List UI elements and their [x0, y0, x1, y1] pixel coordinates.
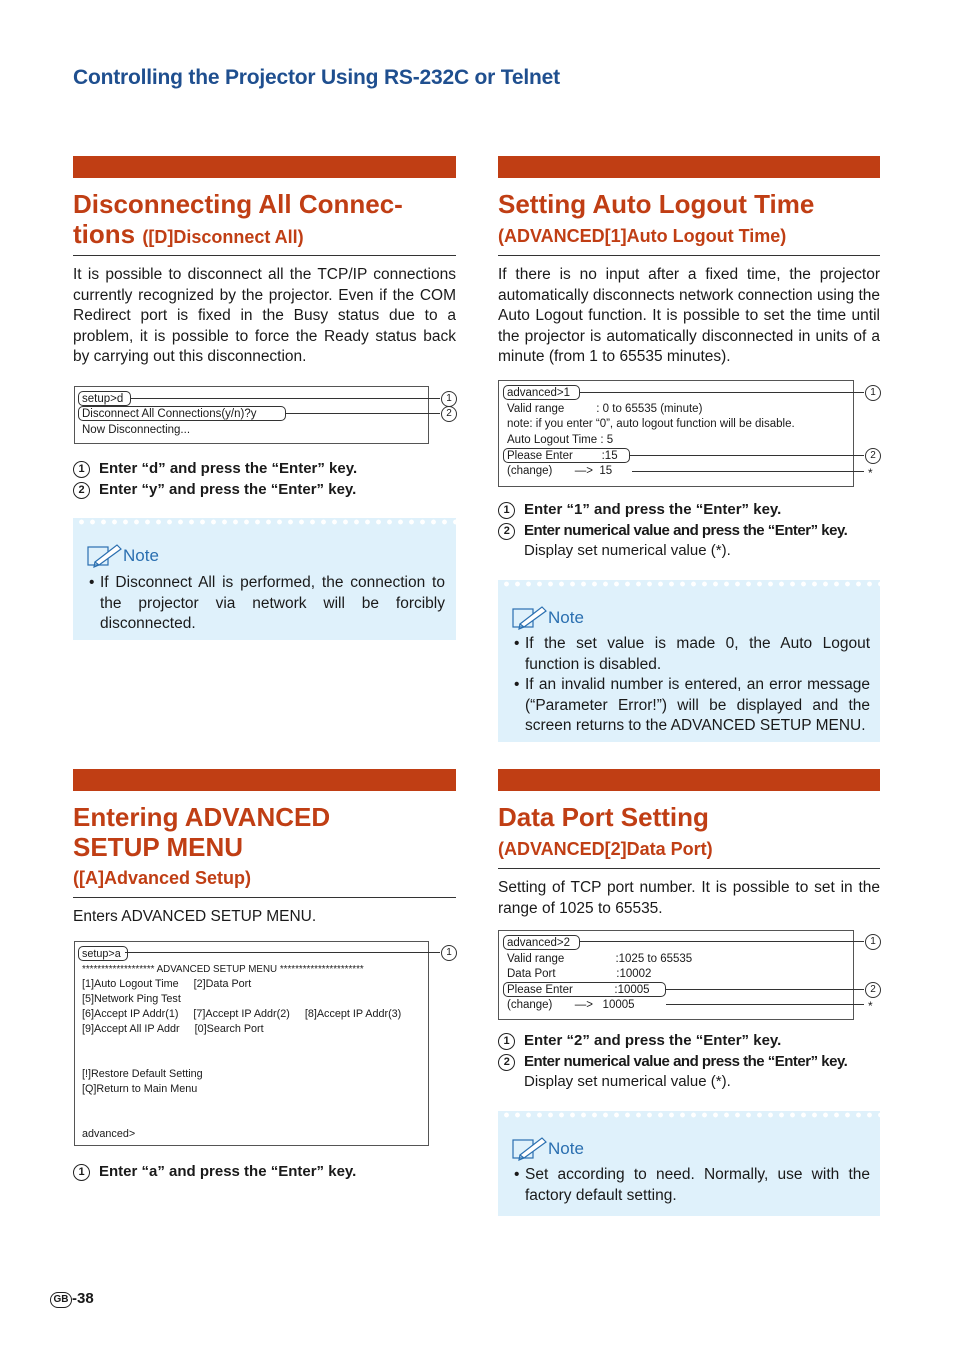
terminal-screen [74, 941, 429, 1146]
terminal-line: Please Enter :10005 [507, 984, 650, 996]
callout-number: 1 [865, 934, 881, 950]
body-text: It is possible to disconnect all the TCP/IP connections currently recognized by the projector. Even if the COM Redirect port is fixed in the Busy status due to a problem, it is possible to force the Ready status back by carrying out this disconnection. [73, 266, 456, 365]
callout-star: * [868, 466, 873, 480]
section-title-advanced: Entering ADVANCED SETUP MENU [73, 802, 331, 862]
callout-number: 1 [865, 385, 881, 401]
section-subtitle: (ADVANCED[1]Auto Logout Time) [498, 226, 787, 246]
section-subtitle: ([A]Advanced Setup) [73, 868, 252, 888]
callout-line [632, 471, 864, 472]
terminal-line: [6]Accept IP Addr(1) [7]Accept IP Addr(2) [8]Accept IP Addr(3) [82, 1008, 402, 1020]
page-number: GB -38 [50, 1290, 94, 1308]
section-title-autologout: Setting Auto Logout Time [498, 189, 815, 219]
terminal-line: setup>a [82, 948, 121, 960]
highlight-box [503, 448, 630, 463]
terminal-line: [1]Auto Logout Time [2]Data Port [82, 978, 252, 990]
note-heading: Note [512, 1135, 584, 1161]
section-bar [73, 156, 456, 178]
note-box [498, 1111, 880, 1216]
callout-line [579, 392, 864, 393]
terminal-line: Valid range :1025 to 65535 [507, 953, 693, 965]
region-badge: GB [50, 1292, 72, 1308]
step-list [498, 500, 888, 562]
note-box [498, 580, 880, 742]
terminal-line: ******************* ADVANCED SETUP MENU ********************** [82, 964, 364, 975]
step-item: 1 Enter “1” and press the “Enter” key. [498, 500, 888, 521]
callout-line [125, 952, 440, 953]
note-list [89, 573, 445, 635]
terminal-screen [498, 930, 854, 1020]
terminal-line: Valid range : 0 to 65535 (minute) [507, 403, 703, 415]
terminal-line: advanced>2 [507, 937, 570, 949]
highlight-box [78, 946, 128, 961]
section-rule [73, 255, 456, 256]
dot-border [498, 580, 880, 588]
step-detail: Display set numerical value (*). [524, 542, 731, 559]
terminal-line: Auto Logout Time : 5 [507, 434, 614, 446]
callout-number: 2 [865, 982, 881, 998]
callout-line [130, 398, 440, 399]
note-heading: Note [87, 542, 159, 568]
terminal-line: Please Enter :15 [507, 450, 618, 462]
terminal-line: note: if you enter “0”, auto logout function will be disable. [507, 418, 795, 430]
section-title-disconnect: Disconnecting All Connec- tions ([D]Disconnect All) [73, 189, 403, 249]
terminal-line: (change) —> 15 [507, 465, 613, 477]
section-bar [498, 156, 880, 178]
callout-line [665, 989, 864, 990]
step-item: 2 Enter “y” and press the “Enter” key. [73, 480, 463, 501]
highlight-box [503, 982, 666, 997]
terminal-line: Disconnect All Connections(y/n)?y [82, 408, 257, 420]
note-item: • If the set value is made 0, the Auto Logout function is disabled. [514, 634, 870, 675]
callout-line [285, 413, 440, 414]
section-bar [498, 769, 880, 791]
section-bar [73, 769, 456, 791]
body-text: If there is no input after a fixed time, the projector automatically disconnects network connection using the Auto Logout function. It is possible to set the time until the projector is automatically disconnected in units of a minute (from 1 to 65535 minutes). [498, 266, 880, 365]
callout-number: 1 [441, 945, 457, 961]
highlight-box [78, 406, 286, 421]
highlight-box [503, 385, 580, 400]
step-item: 1 Enter “a” and press the “Enter” key. [73, 1162, 463, 1183]
step-list [73, 459, 463, 500]
note-box [73, 518, 456, 640]
step-detail: Display set numerical value (*). [524, 1073, 731, 1090]
highlight-box [503, 935, 580, 950]
callout-number: 1 [441, 391, 457, 407]
step-list [498, 1031, 888, 1093]
note-item: • If Disconnect All is performed, the connection to the projector via network will be forcibly disconnected. [89, 573, 445, 635]
step-item: 2 Enter numerical value and press the “Enter” key. [498, 1052, 888, 1073]
pencil-icon [87, 542, 123, 568]
terminal-line: advanced> [82, 1128, 136, 1140]
step-item: 2 Enter numerical value and press the “Enter” key. [498, 521, 888, 542]
callout-line [579, 941, 864, 942]
step-item: 1 Enter “d” and press the “Enter” key. [73, 459, 463, 480]
terminal-line: (change) —> 10005 [507, 999, 635, 1011]
callout-line [629, 455, 864, 456]
section-subtitle: (ADVANCED[2]Data Port) [498, 839, 713, 859]
section-rule [498, 868, 880, 869]
section-rule [498, 255, 880, 256]
terminal-line: [Q]Return to Main Menu [82, 1083, 198, 1095]
note-list [514, 634, 870, 737]
body-text: Setting of TCP port number. It is possible to set in the range of 1025 to 65535. [498, 879, 880, 917]
pencil-icon [512, 1135, 548, 1161]
body-text: Enters ADVANCED SETUP MENU. [73, 908, 317, 925]
callout-line [666, 1004, 864, 1005]
note-heading: Note [512, 604, 584, 630]
highlight-box [78, 391, 131, 406]
note-item: • Set according to need. Normally, use with the factory default setting. [514, 1165, 870, 1206]
terminal-line: Data Port :10002 [507, 968, 652, 980]
terminal-line: [!]Restore Default Setting [82, 1068, 203, 1080]
section-title-dataport: Data Port Setting [498, 802, 709, 832]
running-title: Controlling the Projector Using RS-232C or Telnet [73, 66, 560, 89]
callout-star: * [868, 999, 873, 1013]
dot-border [73, 518, 456, 526]
terminal-line: [5]Network Ping Test [82, 993, 181, 1005]
terminal-screen [74, 386, 429, 444]
step-item: 1 Enter “2” and press the “Enter” key. [498, 1031, 888, 1052]
section-rule [73, 897, 456, 898]
step-list [73, 1162, 463, 1183]
terminal-line: Now Disconnecting... [82, 424, 191, 436]
terminal-line: setup>d [82, 393, 124, 405]
terminal-line: advanced>1 [507, 387, 570, 399]
callout-number: 2 [865, 448, 881, 464]
dot-border [498, 1111, 880, 1119]
note-list [514, 1165, 870, 1206]
terminal-line: [9]Accept All IP Addr [0]Search Port [82, 1023, 264, 1035]
note-item: • If an invalid number is entered, an error message (“Parameter Error!”) will be displayed and the screen returns to the ADVANCED SETUP MENU. [514, 675, 870, 737]
callout-number: 2 [441, 406, 457, 422]
pencil-icon [512, 604, 548, 630]
